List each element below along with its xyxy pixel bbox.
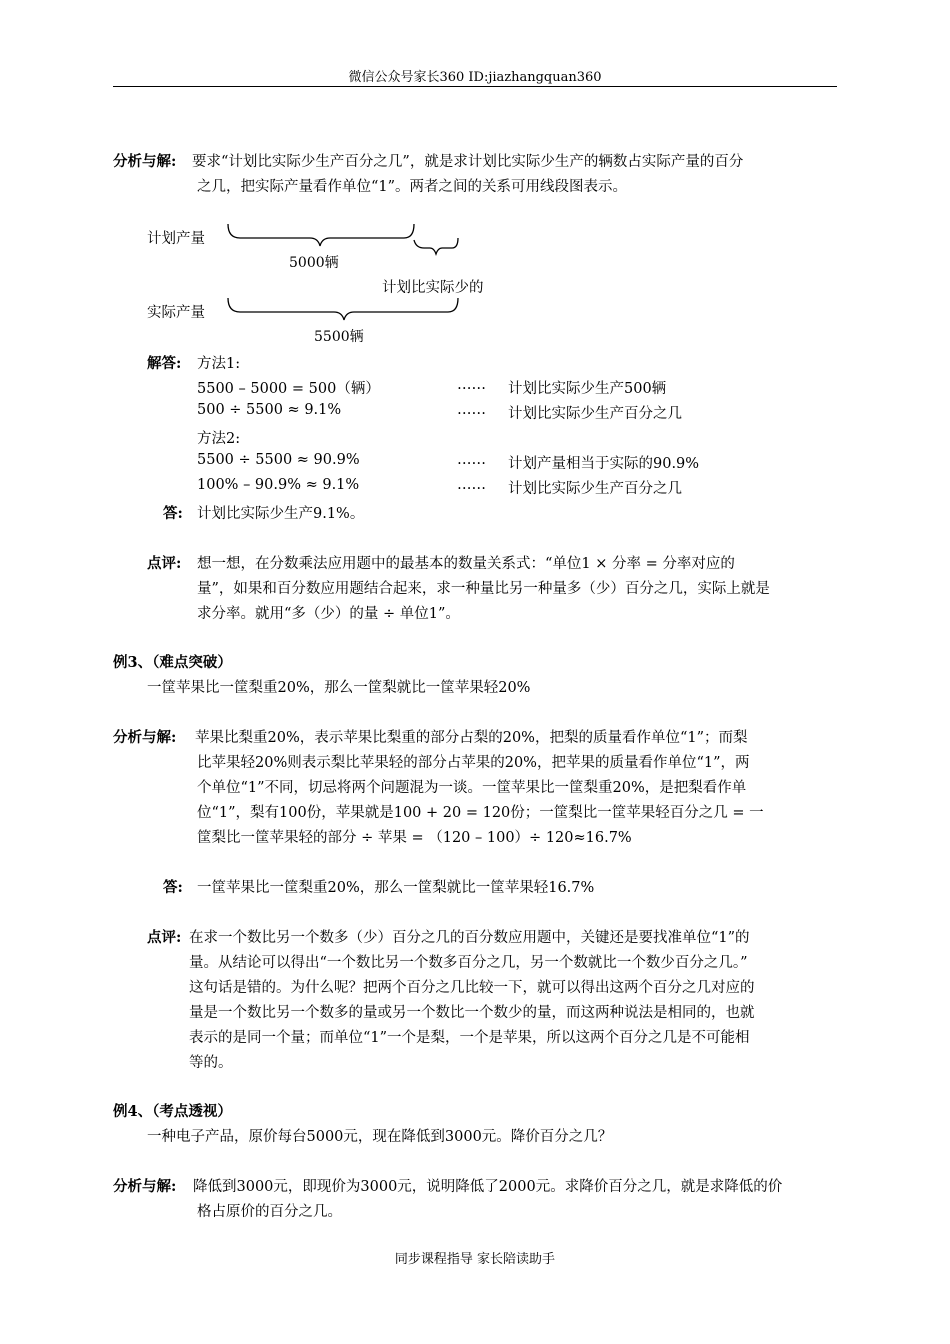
ex4-question: 一种电子产品，原价每台5000元，现在降低到3000元。降价百分之几？ <box>147 1129 613 1145</box>
ex4-analysis-line1: 降低到3000元，即现价为3000元，说明降低了2000元。求降价百分之几，就是求降低的价 <box>193 1179 783 1195</box>
step3-note: 计划产量相当于实际的90.9% <box>508 456 700 472</box>
diagram-actual-label: 实际产量 <box>147 305 205 321</box>
plan-brace <box>228 224 414 246</box>
ex4-analysis-label: 分析与解: <box>113 1178 177 1195</box>
ex3-comment-line3: 这句话是错的。为什么呢？把两个百分之几比较一下，就可以得出这两个百分之几对应的 <box>189 980 755 996</box>
step2-expr: 500 ÷ 5500 ≈ 9.1% <box>197 402 342 418</box>
ex2-analysis-line2: 之几，把实际产量看作单位“1”。两者之间的关系可用线段图表示。 <box>197 179 628 195</box>
page-footer: 同步课程指导 家长陪读助手 <box>394 1252 556 1267</box>
page-header: 微信公众号家长360 ID:jiazhangquan360 <box>348 70 602 85</box>
ex2-answer-label: 答: <box>163 505 183 522</box>
ex3-question: 一筐苹果比一筐梨重20%，那么一筐梨就比一筐苹果轻20% <box>147 680 531 696</box>
diagram-actual-value: 5500辆 <box>314 329 364 345</box>
ex3-comment-line2: 量。从结论可以得出“一个数比另一个数多百分之几，另一个数就比一个数少百分之几。” <box>189 955 748 971</box>
ex3-answer-label: 答: <box>163 879 183 896</box>
ex3-analysis-line1: 苹果比梨重20%，表示苹果比梨重的部分占梨的20%，把梨的质量看作单位“1”；而梨 <box>195 730 748 746</box>
diagram-diff-label: 计划比实际少的 <box>382 280 484 296</box>
ex3-analysis-label: 分析与解: <box>113 729 177 746</box>
diagram-plan-value: 5000辆 <box>289 255 339 271</box>
step1-expr: 5500 – 5000 = 500（辆） <box>197 381 380 397</box>
ex3-analysis-line5: 筐梨比一筐苹果轻的部分 ÷ 苹果 = （120 – 100）÷ 120≈16.7% <box>197 830 632 846</box>
line-segment-diagram <box>0 0 950 360</box>
ex3-analysis-line4: 位“1”，梨有100份，苹果就是100 + 20 = 120份；一筐梨比一筐苹果轻百分之几 = 一 <box>197 805 764 821</box>
ex2-comment-line1: 想一想，在分数乘法应用题中的最基本的数量关系式：“单位1 × 分率 = 分率对应的 <box>197 556 735 572</box>
step1-dots: …… <box>457 377 486 393</box>
step1-note: 计划比实际少生产500辆 <box>508 381 667 397</box>
ex3-answer-text: 一筐苹果比一筐梨重20%，那么一筐梨就比一筐苹果轻16.7% <box>197 880 595 896</box>
diff-brace <box>414 238 458 254</box>
ex3-comment-line5: 表示的是同一个量；而单位“1”一个是梨，一个是苹果，所以这两个百分之几是不可能相 <box>189 1030 750 1046</box>
ex2-comment-label: 点评: <box>147 555 182 572</box>
actual-brace <box>228 298 458 320</box>
step3-expr: 5500 ÷ 5500 ≈ 90.9% <box>197 452 360 468</box>
ex2-answer-text: 计划比实际少生产9.1%。 <box>197 506 365 522</box>
ex2-comment-line2: 量”，如果和百分数应用题结合起来，求一种量比另一种量多（少）百分之几，实际上就是 <box>197 581 770 597</box>
step4-expr: 100% – 90.9% ≈ 9.1% <box>197 477 360 493</box>
diagram-plan-label: 计划产量 <box>147 231 205 247</box>
ex2-comment-line3: 求分率。就用“多（少）的量 ÷ 单位1”。 <box>197 606 460 622</box>
method2-label: 方法2: <box>197 431 241 447</box>
step3-dots: …… <box>457 452 486 468</box>
ex2-analysis-label: 分析与解: <box>113 153 177 170</box>
ex2-analysis-line1: 要求“计划比实际少生产百分之几”，就是求计划比实际少生产的辆数占实际产量的百分 <box>192 154 744 170</box>
ex3-comment-label: 点评: <box>147 929 182 946</box>
step2-dots: …… <box>457 402 486 418</box>
method1-label: 方法1: <box>197 356 241 372</box>
ex3-analysis-line2: 比苹果轻20%则表示梨比苹果轻的部分占苹果的20%，把苹果的质量看作单位“1”，两 <box>197 755 750 771</box>
step4-note: 计划比实际少生产百分之几 <box>508 481 682 497</box>
ex3-comment-line1: 在求一个数比另一个数多（少）百分之几的百分数应用题中，关键还是要找准单位“1”的 <box>189 930 750 946</box>
ex3-title: 例3、（难点突破） <box>113 654 232 671</box>
ex3-analysis-line3: 个单位“1”不同，切忌将两个问题混为一谈。一筐苹果比一筐梨重20%，是把梨看作单 <box>197 780 747 796</box>
ex2-solution-label: 解答: <box>147 355 182 372</box>
step2-note: 计划比实际少生产百分之几 <box>508 406 682 422</box>
ex3-comment-line4: 量是一个数比另一个数多的量或另一个数比一个数少的量，而这两种说法是相同的，也就 <box>189 1005 755 1021</box>
step4-dots: …… <box>457 477 486 493</box>
ex4-title: 例4、（考点透视） <box>113 1103 232 1120</box>
ex4-analysis-line2: 格占原价的百分之几。 <box>197 1204 342 1220</box>
ex3-comment-line6: 等的。 <box>189 1055 233 1071</box>
